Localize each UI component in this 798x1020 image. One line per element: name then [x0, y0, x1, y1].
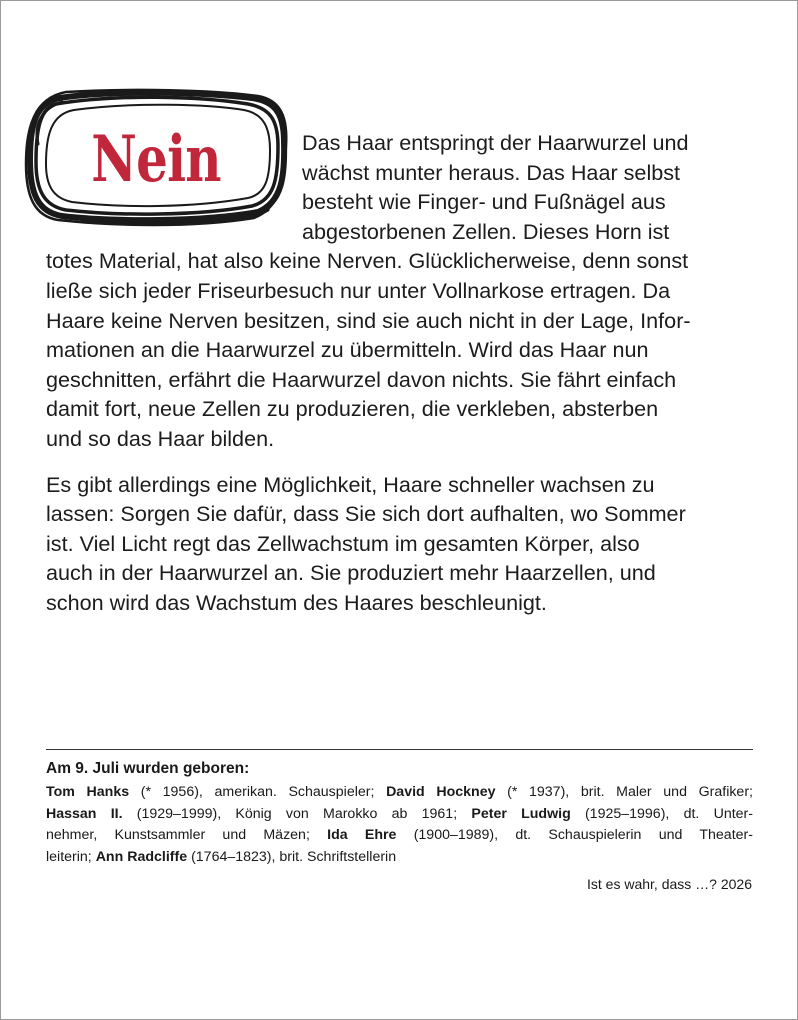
person-info: nehmer, Kunstsammler und Mäzen; [46, 827, 328, 843]
person-name: Tom Hanks [46, 784, 130, 800]
person-info: leiterin; [46, 848, 96, 865]
text-line: besteht wie Finger- und Fußnägel aus [302, 189, 666, 215]
born-heading: Am 9. Juli wurden geboren: [46, 760, 250, 777]
text-line: ließe sich jeder Friseurbesuch nur unter Vollnarkose ertragen. Da [46, 277, 671, 303]
person-name: Hassan II. [46, 805, 123, 822]
text-line: Das Haar entspringt der Haarwurzel und [302, 130, 689, 155]
nein-label: Nein [91, 121, 221, 197]
person-info: (* 1937), brit. Maler und Grafiker; [495, 784, 753, 800]
born-line [46, 804, 753, 826]
text-line: Haare keine Nerven besitzen, sind sie auch nicht in der Lage, Infor- [46, 307, 691, 333]
person-name: Peter Ludwig [471, 805, 571, 822]
text-line: schon wird das Wachstum des Haares beschleunigt. [46, 589, 547, 615]
text-line: abgestorbenen Zellen. Dieses Horn ist [302, 218, 670, 244]
paragraph-2 [46, 470, 756, 618]
text-line: lassen: Sorgen Sie dafür, dass Sie sich dort aufhalten, wo Sommer [46, 501, 686, 527]
article-body [46, 128, 756, 618]
person-name: Ann Radcliffe [95, 848, 188, 865]
person-name: David Hockney [386, 784, 496, 800]
person-info: (1929–1999), König von Marokko ab 1961; [122, 805, 472, 822]
person-info: (* 1956), amerikan. Schauspieler; [129, 784, 387, 800]
paragraph-1 [46, 128, 756, 454]
person-info: (1900–1989), dt. Schauspielerin und Theater- [396, 827, 753, 843]
paragraph-gap [46, 454, 756, 470]
footer-label: Ist es wahr, dass …? 2026 [587, 876, 752, 892]
text-line: damit fort, neue Zellen zu produzieren, die verkleben, absterben [46, 396, 659, 422]
text-line: totes Material, hat also keine Nerven. Glücklicherweise, denn sonst [46, 248, 689, 274]
born-line [46, 847, 753, 869]
section-divider [46, 749, 753, 750]
person-info: (1925–1996), dt. Unter- [570, 805, 754, 822]
text-line: geschnitten, erfährt die Haarwurzel davon nichts. Sie fährt einfach [46, 366, 677, 392]
text-line: ist. Viel Licht regt das Zellwachstum im gesamten Körper, also [46, 530, 640, 556]
born-list [46, 782, 753, 868]
text-line: wächst munter heraus. Das Haar selbst [302, 159, 681, 185]
text-line: auch in der Haarwurzel an. Sie produziert mehr Haarzellen, und [46, 560, 656, 586]
text-line: mationen an die Haarwurzel zu übermitteln. Wird das Haar nun [46, 337, 649, 363]
text-line: und so das Haar bilden. [46, 425, 275, 451]
text-line: Es gibt allerdings eine Möglichkeit, Haare schneller wachsen zu [46, 471, 655, 497]
born-line [46, 782, 753, 804]
born-line [46, 825, 753, 847]
person-info: (1764–1823), brit. Schriftstellerin [187, 848, 397, 865]
person-name: Ida Ehre [327, 827, 397, 843]
